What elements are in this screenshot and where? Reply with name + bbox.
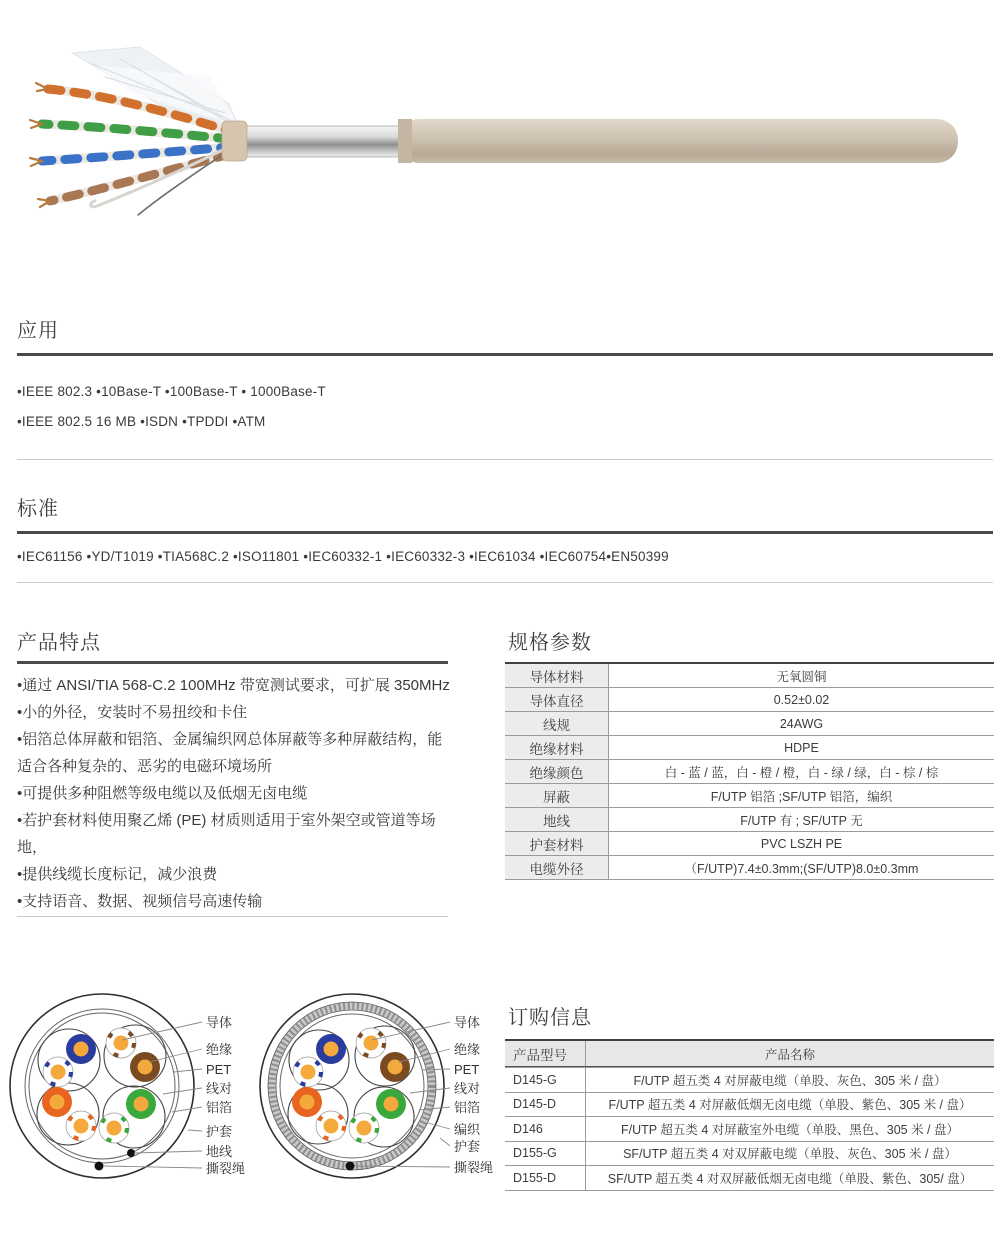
- spec-label: 绝缘颜色: [505, 760, 609, 783]
- features-bottom-rule: [17, 916, 448, 917]
- ordering-model: D155-G: [505, 1142, 586, 1166]
- spec-row: [505, 664, 994, 687]
- jacket-collar: [222, 121, 247, 161]
- application-divider: [17, 353, 993, 356]
- spec-label: 导体直径: [505, 688, 609, 711]
- ordering-table: [505, 1039, 994, 1191]
- spec-row: [505, 807, 994, 831]
- ordering-name: SF/UTP 超五类 4 对双屏蔽电缆（单股、灰色、305 米 / 盘）: [623, 1147, 957, 1162]
- ordering-header-row: [505, 1041, 994, 1067]
- spec-row: [505, 783, 994, 807]
- label-insulation: 绝缘: [206, 1042, 233, 1057]
- ordering-model: D155-D: [505, 1166, 586, 1190]
- label-foil: 铝箔: [206, 1100, 233, 1115]
- cable-jacket: [398, 119, 958, 163]
- ordering-row: [505, 1165, 994, 1190]
- label-jacket: 护套: [206, 1124, 233, 1139]
- ordering-model: D145-D: [505, 1093, 586, 1117]
- ordering-name: SF/UTP 超五类 4 对双屏蔽低烟无卤电缆（单股、紫色、305/ 盘）: [607, 1171, 973, 1186]
- feature-item: •提供线缆长度标记，减少浪费: [17, 866, 218, 883]
- spec-value: 无氧圆铜: [776, 669, 827, 684]
- ground-wire-dot: [127, 1149, 135, 1157]
- label-foil: 铝箔: [454, 1100, 481, 1115]
- spec-label: 屏蔽: [505, 784, 609, 807]
- spec-label: 电缆外径: [505, 856, 609, 879]
- rip-cord-dot: [346, 1162, 355, 1171]
- ordering-col-name: 产品名称: [764, 1047, 815, 1062]
- label-conductor: 导体: [206, 1015, 233, 1030]
- spec-row: [505, 687, 994, 711]
- ordering-name: F/UTP 超五类 4 对屏蔽低烟无卤电缆（单股、紫色、305 米 / 盘）: [608, 1098, 972, 1113]
- spec-value: HDPE: [784, 740, 819, 755]
- spec-label: 绝缘材料: [505, 736, 609, 759]
- label-pet: PET: [206, 1062, 232, 1077]
- spec-row: [505, 759, 994, 783]
- label-rip-cord: 撕裂绳: [206, 1161, 246, 1176]
- label-rip-cord: 撕裂绳: [454, 1160, 494, 1175]
- ordering-model: D145-G: [505, 1068, 586, 1092]
- section-title-standards: 标准: [17, 498, 59, 520]
- ordering-row: [505, 1116, 994, 1141]
- cross-section-diagram-sfutp: [252, 990, 507, 1195]
- section-title-specs: 规格参数: [508, 632, 592, 654]
- ordering-name: F/UTP 超五类 4 对屏蔽电缆（单股、灰色、305 米 / 盘）: [633, 1073, 947, 1088]
- spec-value: 0.52±0.02: [773, 692, 830, 707]
- features-divider: [17, 661, 448, 664]
- foil-shield-tube: [243, 126, 401, 157]
- standards-line-1: •IEC61156 •YD/T1019 •TIA568C.2 •ISO11801 •IEC60332-1 •IEC60332-3 •IEC61034 •IEC60754•EN50399: [17, 549, 669, 564]
- spec-value: 24AWG: [779, 716, 824, 731]
- label-pet: PET: [454, 1062, 480, 1077]
- spec-value: PVC LSZH PE: [760, 836, 843, 851]
- section-title-ordering: 订购信息: [508, 1007, 592, 1029]
- spec-row: [505, 711, 994, 735]
- standards-divider: [17, 531, 993, 534]
- ordering-name: F/UTP 超五类 4 对屏蔽室外电缆（单股、黑色、305 米 / 盘）: [620, 1122, 959, 1137]
- feature-item: •通过 ANSI/TIA 568-C.2 100MHz 带宽测试要求，可扩展 350MHz: [17, 677, 450, 694]
- cable-product-photo: [0, 25, 1000, 270]
- ordering-col-model: 产品型号: [505, 1041, 586, 1066]
- cross-section-diagram-futp: [2, 990, 252, 1195]
- spec-row: [505, 831, 994, 855]
- feature-item: •若护套材料使用聚乙烯 (PE) 材质则适用于室外架空或管道等场地，: [17, 812, 436, 856]
- label-jacket: 护套: [454, 1139, 481, 1154]
- spec-row: [505, 735, 994, 759]
- feature-item: •小的外径，安装时不易扭绞和卡住: [17, 704, 248, 721]
- application-line-1: •IEEE 802.3 •10Base-T •100Base-T • 1000Base-T: [17, 384, 326, 399]
- feature-item: •可提供多种阻燃等级电缆以及低烟无卤电缆: [17, 785, 308, 802]
- spec-label: 护套材料: [505, 832, 609, 855]
- label-pair: 线对: [454, 1081, 481, 1096]
- spec-value: F/UTP 有 ; SF/UTP 无: [740, 813, 863, 828]
- rip-cord-dot: [95, 1162, 104, 1171]
- spec-value: F/UTP 铝箔 ;SF/UTP 铝箔，编织: [710, 789, 893, 804]
- jacket-ring: [260, 994, 444, 1178]
- label-pair: 线对: [206, 1081, 233, 1096]
- application-bottom-rule: [17, 459, 993, 460]
- ordering-model: D146: [505, 1117, 586, 1141]
- section-title-application: 应用: [17, 320, 59, 342]
- spec-label: 线规: [505, 712, 609, 735]
- feature-item: •支持语音、数据、视频信号高速传输: [17, 893, 263, 910]
- ordering-row: [505, 1141, 994, 1166]
- spec-table: [505, 662, 994, 880]
- features-list: [17, 672, 457, 915]
- application-line-2: •IEEE 802.5 16 MB •ISDN •TPDDI •ATM: [17, 414, 266, 429]
- diagram-labels: [206, 1015, 245, 1176]
- section-title-features: 产品特点: [17, 632, 101, 654]
- feature-item: •铝箔总体屏蔽和铝箔、金属编织网总体屏蔽等多种屏蔽结构，能适合各种复杂的、恶劣的电磁环境场所: [17, 731, 443, 775]
- copper-wire-tips: [30, 83, 50, 207]
- jacket-ring: [10, 994, 194, 1178]
- diagram-labels: [454, 1015, 493, 1175]
- peeled-foil-wrap: [72, 47, 240, 128]
- spec-row: [505, 855, 994, 879]
- standards-bottom-rule: [17, 582, 993, 583]
- spec-label: 导体材料: [505, 664, 609, 687]
- spec-label: 地线: [505, 808, 609, 831]
- jacket-cut-edge: [398, 119, 412, 163]
- label-ground-wire: 地线: [206, 1144, 233, 1159]
- ordering-row: [505, 1067, 994, 1092]
- spec-value: （F/UTP)7.4±0.3mm;(SF/UTP)8.0±0.3mm: [684, 861, 919, 876]
- ordering-row: [505, 1092, 994, 1117]
- label-conductor: 导体: [454, 1015, 481, 1030]
- label-insulation: 绝缘: [454, 1042, 481, 1057]
- spec-value: 白 - 蓝 / 蓝，白 - 橙 / 橙，白 - 绿 / 绿，白 - 棕 / 棕: [664, 765, 939, 780]
- label-braid: 编织: [454, 1122, 481, 1137]
